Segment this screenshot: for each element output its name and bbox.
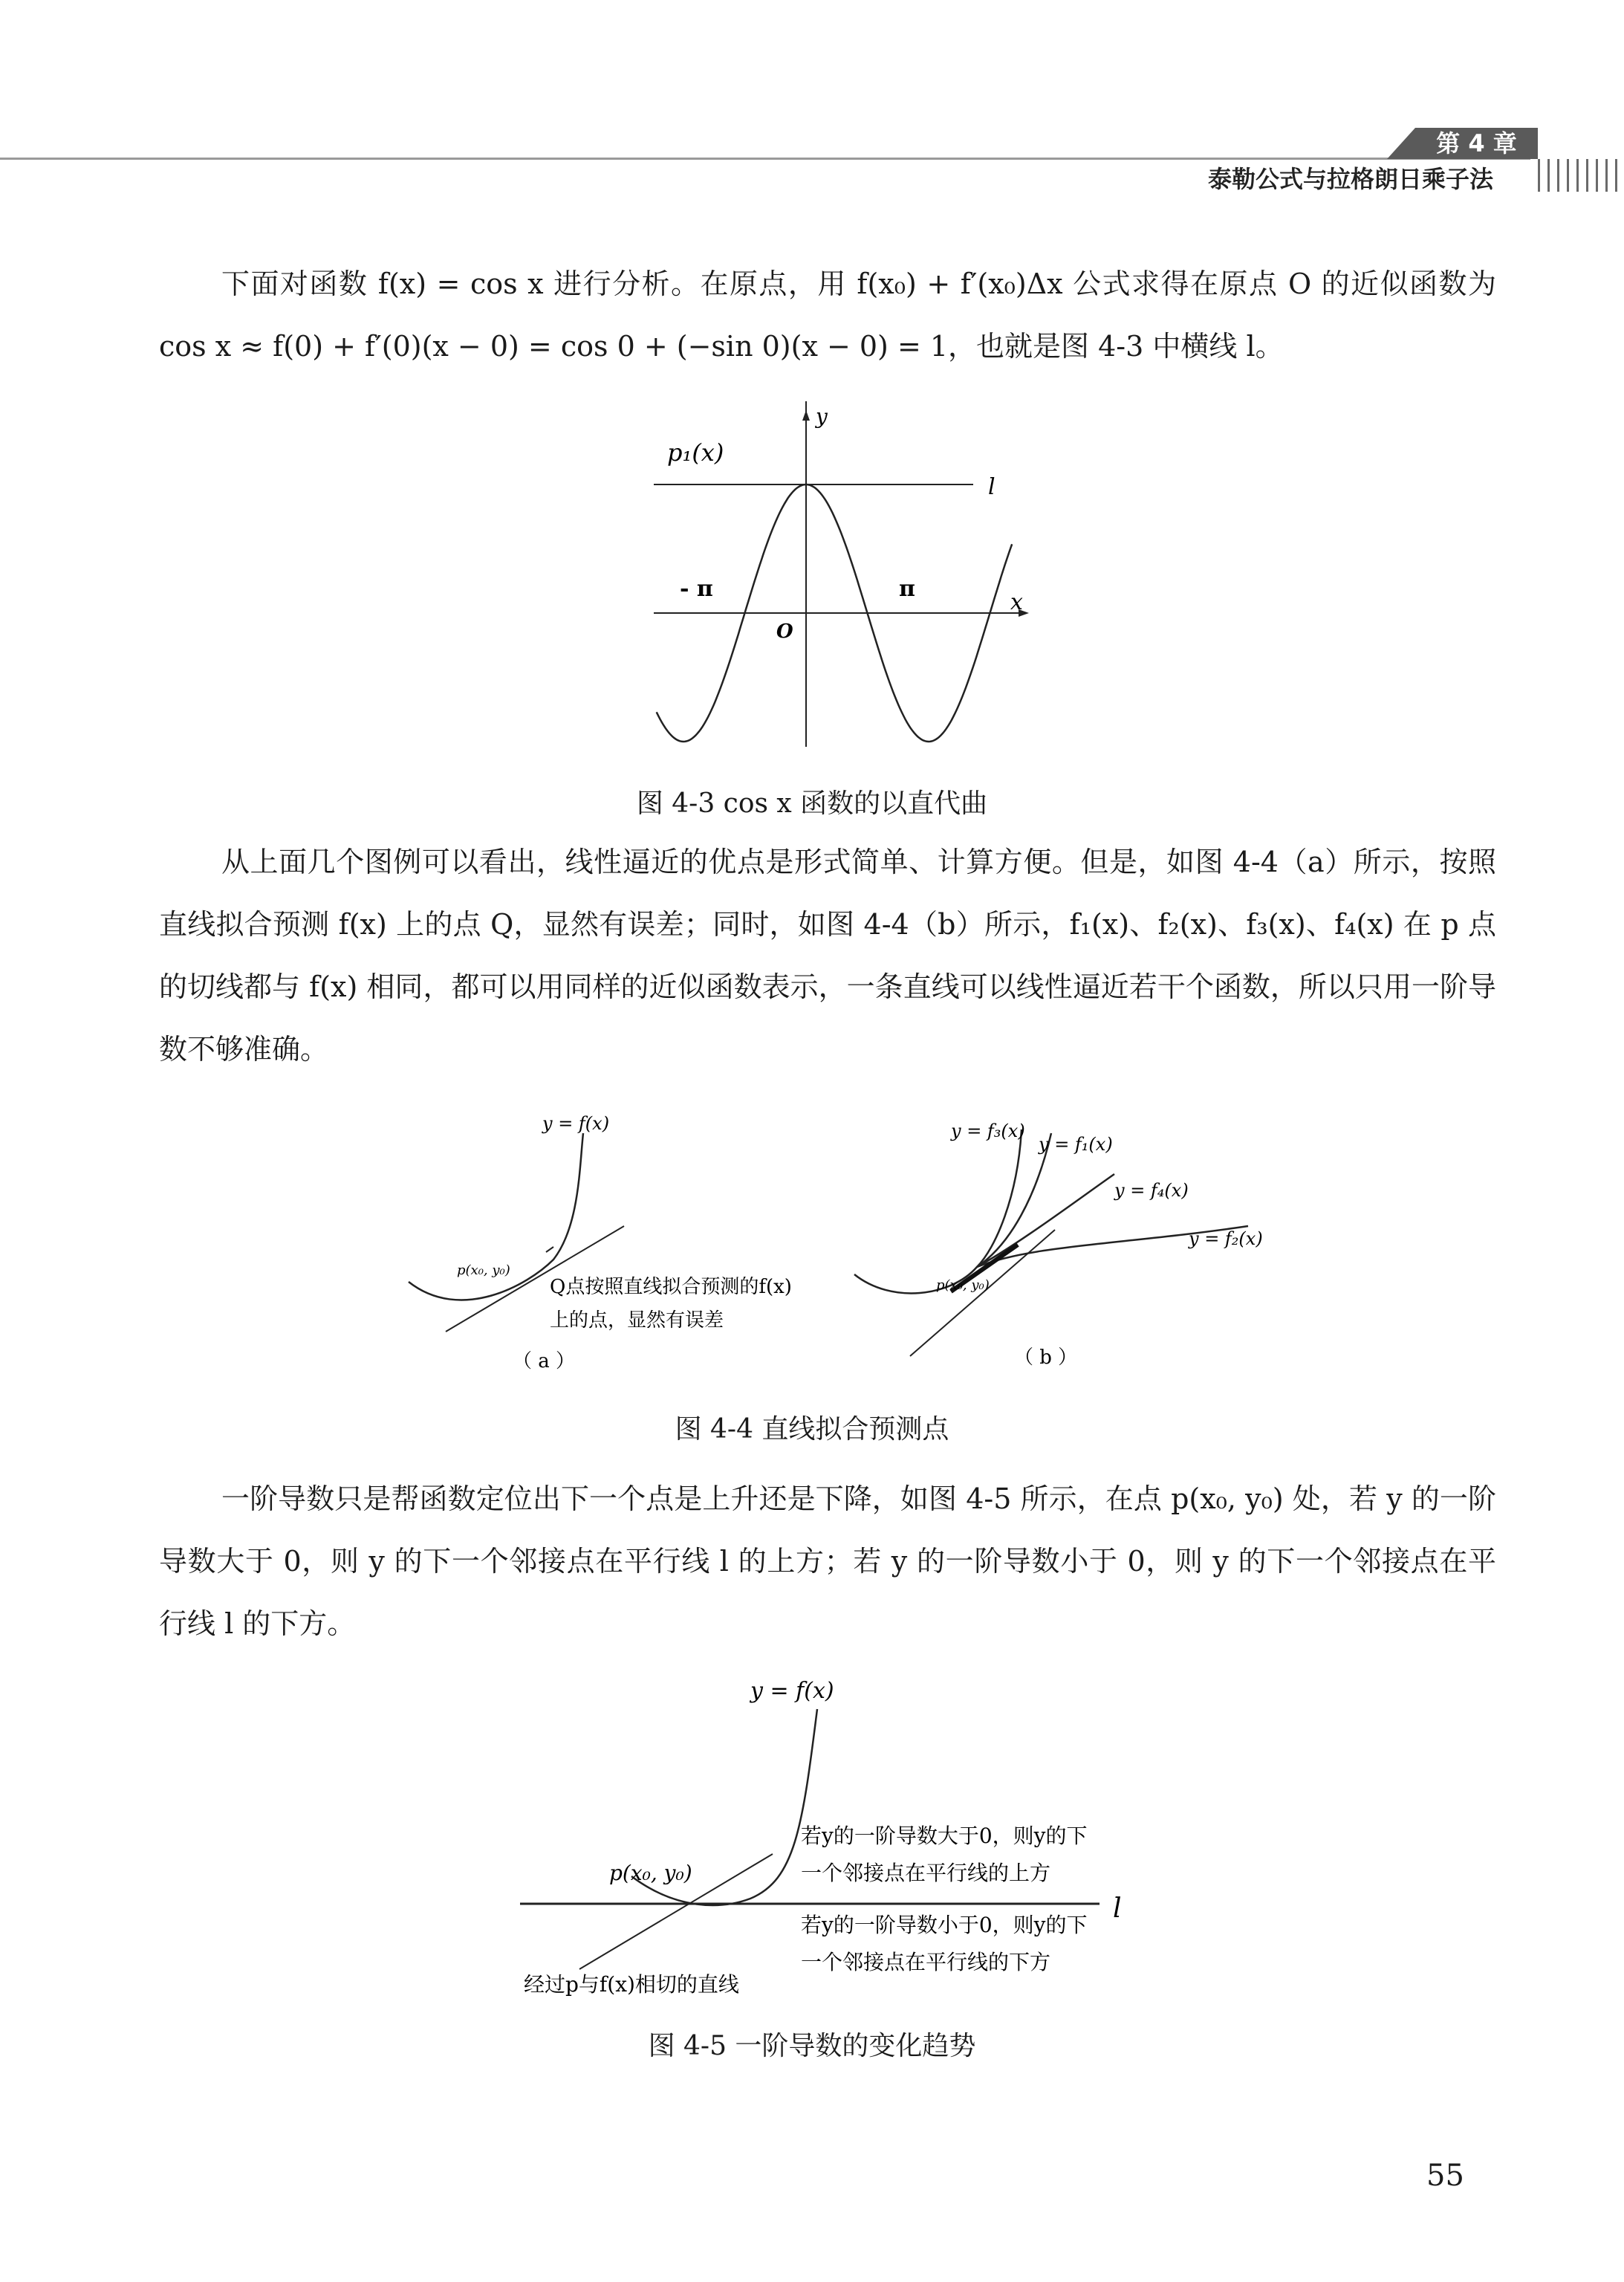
figure-4-5-caption: 图 4-5 一阶导数的变化趋势 [648, 2031, 976, 2061]
above-note-line1: 若y的一阶导数大于0，则y的下 [801, 1824, 1088, 1848]
b-f4-label: y = f₄(x) [1114, 1180, 1189, 1201]
b-label: （ b ） [1014, 1346, 1078, 1369]
a-label: （ a ） [513, 1350, 576, 1372]
func-label: y = f(x) [750, 1678, 834, 1704]
b-f3-label: y = f₃(x) [951, 1121, 1025, 1141]
chapter-tab: 第 4 章 [1415, 128, 1538, 159]
y-arrow-icon [802, 410, 810, 421]
curve-f4 [977, 1174, 1114, 1267]
b-f1-label: y = f₁(x) [1039, 1134, 1113, 1155]
label-origin: O [776, 620, 793, 643]
label-p1: p₁(x) [667, 438, 724, 467]
header-decoration [1538, 159, 1618, 192]
above-note-line2: 一个邻接点在平行线的上方 [801, 1861, 1051, 1885]
below-note-line2: 一个邻接点在平行线的下方 [801, 1950, 1051, 1974]
figure-4-5 [505, 1665, 1144, 2014]
b-f2-label: y = f₂(x) [1189, 1228, 1263, 1249]
chapter-title: 泰勒公式与拉格朗日乘子法 [1207, 165, 1493, 193]
point-q-mark [546, 1247, 553, 1252]
a-note-line2: 上的点，显然有误差 [550, 1309, 724, 1332]
shared-tangent [910, 1230, 1055, 1356]
b-point-label: p(x₀, y₀) [936, 1277, 990, 1293]
a-func-label: y = f(x) [542, 1113, 610, 1134]
label-pi: π [899, 576, 915, 602]
paragraph-2 [159, 831, 1496, 1080]
label-y: y [816, 404, 828, 429]
paragraph-3 [159, 1468, 1496, 1655]
a-point-label: p(x₀, y₀) [457, 1262, 510, 1278]
label-neg-pi: - π [680, 576, 713, 602]
figure-4-3-caption: 图 4-3 cos x 函数的以直代曲 [636, 788, 988, 819]
label-x: x [1010, 589, 1023, 615]
tangent-label: 经过p与f(x)相切的直线 [524, 1972, 739, 1997]
header-rule [0, 158, 1530, 160]
a-note-line1: Q点按照直线拟合预测的f(x) [550, 1276, 792, 1298]
paragraph-1-text: 下面对函数 f(x) = cos x 进行分析。在原点，用 f(x₀) + f′(x₀)Δx 公式求得在原点 O 的近似函数为 cos x ≈ f(0) + f′(0)(x − 0) = cos 0 + (−sin 0)(x − 0) = 1，也就是图 4-3 中横线 l。 [159, 268, 1496, 363]
page-number: 55 [1426, 2159, 1464, 2193]
figure-4-4a [394, 1107, 869, 1390]
paragraph-1 [159, 253, 1496, 377]
label-l: l [988, 474, 995, 500]
below-note-line1: 若y的一阶导数小于0，则y的下 [801, 1913, 1088, 1937]
figure-4-4b [839, 1107, 1285, 1390]
point-label: p(x₀, y₀) [609, 1861, 692, 1885]
label-l: l [1113, 1893, 1122, 1924]
figure-4-3 [639, 401, 1055, 758]
figure-4-4-caption: 图 4-4 直线拟合预测点 [675, 1414, 949, 1445]
paragraph-3-text: 一阶导数只是帮函数定位出下一个点是上升还是下降，如图 4-5 所示，在点 p(x₀, y₀) 处，若 y 的一阶导数大于 0，则 y 的下一个邻接点在平行线 l 的上方；若 y 的一阶导数小于 0，则 y 的下一个邻接点在平行线 l 的下方。 [159, 1482, 1496, 1640]
paragraph-2-text: 从上面几个图例可以看出，线性逼近的优点是形式简单、计算方便。但是，如图 4-4（a）所示，按照直线拟合预测 f(x) 上的点 Q，显然有误差；同时，如图 4-4（b）所示，f₁(x)、f₂(x)、f₃(x)、f₄(x) 在 p 点的切线都与 f(x) 相同，都可以用同样的近似函数表示，一条直线可以线性逼近若干个函数，所以只用一阶导数不够准确。 [159, 846, 1496, 1066]
